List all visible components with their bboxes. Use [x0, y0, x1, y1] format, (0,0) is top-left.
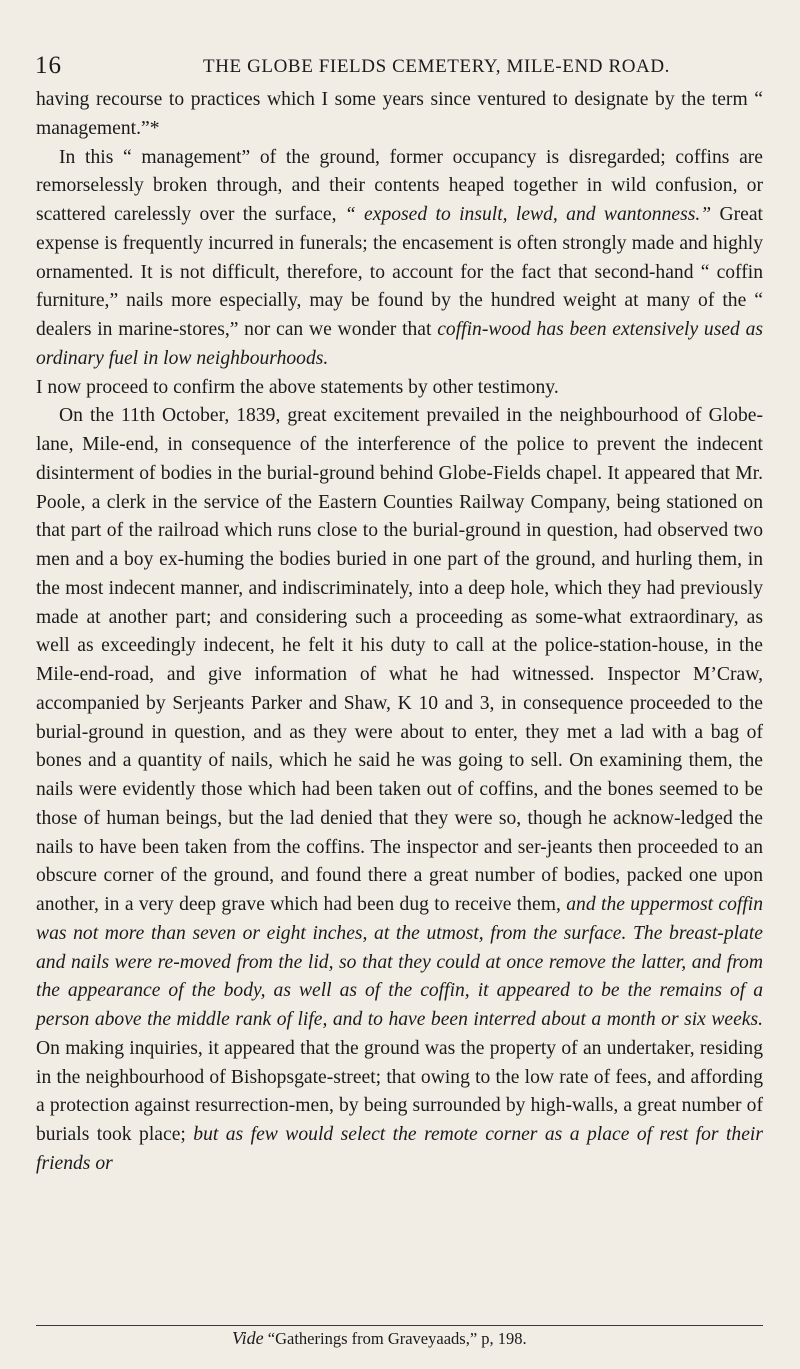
text-run: On making inquiries, it appeared that the ground was the property of an undertaker, residing in the neighbourhood of Bishopsgate-street; that owing to the low rate of fees, and affording a protection against resurrection-men, by being surrounded by high-walls, a great number of burials took place; [36, 1037, 763, 1145]
page-number: 16 [35, 52, 62, 79]
paragraph-2 [36, 144, 763, 374]
italic-run: coffin-wood has been extensively used as ordinary fuel in low neighbourhoods. [36, 319, 763, 369]
paragraph-3: I now proceed to confirm the above statements by other testimony. [36, 376, 559, 398]
footnote-text: “Gatherings from Graveyaads,” p, 198. [263, 1329, 527, 1348]
text-run: Great expense is frequently incurred in funerals; the encasement is often strongly made and highly ornamented. It is not difficult, therefore, to account for the fact that second-hand “ coffin furniture,” nails more especially, may be found by the hundred weight at many of the “ dealers in marine-stores,” nor can we wonder that [36, 204, 763, 340]
italic-run: and the uppermost coffin was not more than seven or eight inches, at the utmost, from the surface. The breast-plate and nails were re-moved from the lid, so that they could at once remove the latter, and from the appearance of the body, as well as of the coffin, it appeared to be the remains of a person above the middle rank of life, and to have been interred about a month or six weeks. [36, 894, 764, 1030]
text-run: In this “ management” of the ground, former occupancy is disregarded; coffins are remorselessly broken through, and their contents heaped together in wild confusion, or scattered carelessly over the surface, [36, 146, 763, 225]
body-text [36, 86, 763, 1179]
paragraph-1: having recourse to practices which I some years since ventured to designate by the term “ management.”* [36, 89, 763, 139]
footnote-divider [36, 1325, 763, 1326]
italic-run: “ exposed to insult, lewd, and wantonness.” [344, 204, 712, 225]
paragraph-4 [36, 402, 763, 1178]
running-title: THE GLOBE FIELDS CEMETERY, MILE-END ROAD. [203, 56, 671, 77]
footnote-vide: Vide [232, 1328, 264, 1348]
italic-run: but as few would select the remote corner as a place of rest for their friends or [36, 1124, 763, 1174]
footnote [232, 1328, 527, 1349]
text-run: On the 11th October, 1839, great excitement prevailed in the neighbourhood of Globe-lane, Mile-end, in consequence of the interference of the police to prevent the indecent disinterment of bodies in the burial-ground behind Globe-Fields chapel. It appeared that Mr. Poole, a clerk in the service of the Eastern Counties Railway Company, being stationed on that part of the railroad which runs close to the burial-ground in question, had observed two men and a boy ex-huming the bodies buried in one part of the ground, and hurling them, in the most indecent manner, and indiscriminately, into a deep hole, which they had previously made at another part; and considering such a proceeding as some-what extraordinary, as well as exceedingly indecent, he felt it his duty to call at the police-station-house, in the Mile-end-road, and give information of what he had witnessed. Inspector M’Craw, accompanied by Serjeants Parker and Shaw, K 10 and 3, in consequence proceeded to the burial-ground in question, and as they were about to enter, they met a lad with a bag of bones and a quantity of nails, which he said he was going to sell. On examining them, the nails were evidently those which had been taken out of coffins, and the bones seemed to be those of human beings, but the lad denied that they were so, though he acknow-ledged the nails to have been taken from the coffins. The inspector and ser-jeants then proceeded to an obscure corner of the ground, and found there a great number of bodies, packed one upon another, in a very deep grave which had been dug to receive them, [36, 405, 763, 915]
